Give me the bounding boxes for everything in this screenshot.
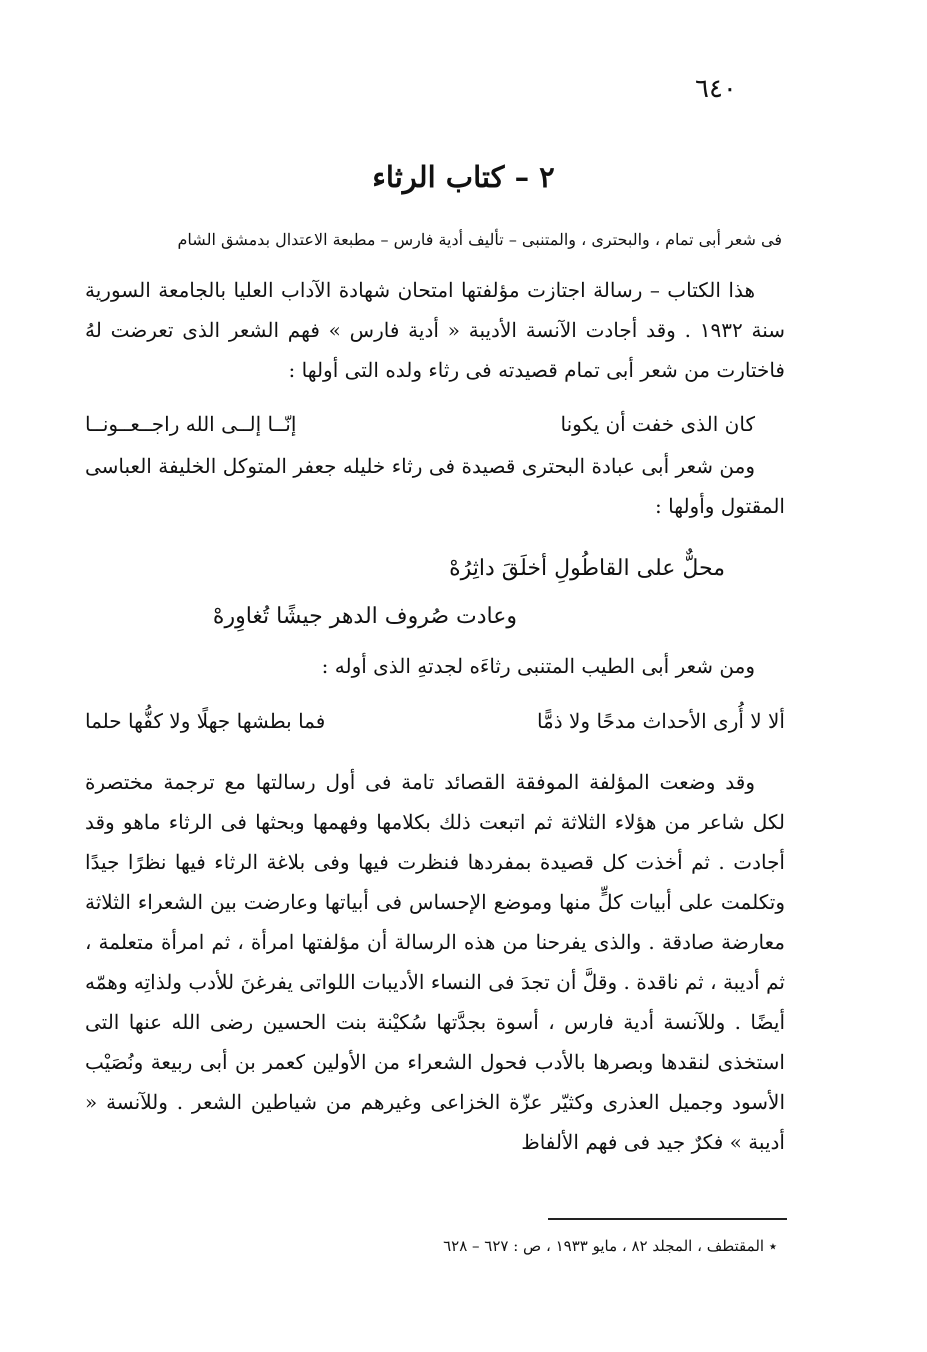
verse-3: [85, 701, 785, 741]
verse-2: [85, 545, 785, 641]
verse-2-second-hemistich: وعادت صُروف الدهر جيشًا تُغاوِرهْ: [212, 604, 517, 629]
verse-1-first-hemistich: كان الذى خفت أن يكونا: [560, 412, 755, 436]
verse-3-second-hemistich: فما بطشها جهلًا ولا كفُّها حلما: [85, 709, 326, 733]
footnote-rule: [548, 1218, 787, 1220]
verse-1: [85, 404, 785, 444]
main-paragraph: وقد وضعت المؤلفة الموفقة القصائد تامة فى أول رسالتها مع ترجمة مختصرة لكل شاعر من هؤلاء الثلاثة ثم اتبعت ذلك بكلامها وفهمها وبحثها فى الرثاء ماهو وقد أجادت . ثم أخذت كل قصيدة بمفردها فنظرت فيها وفى بلاغة الرثاء فيها نظرًا جيدًا وتكلمت على أبيات كلٍّ منها وموضع الإحساس فى أبياتها وعارضت بين الشعراء الثلاثة معارضة صادقة . والذى يفرحنا من هذه الرسالة أن مؤلفتها امرأة ، ثم امرأة متعلمة ، ثم أديبة ، ثم ناقدة . وقلَّ أن تجدَ فى النساء الأديبات اللواتى يفرغنَ للأدب ولذاتِه وهمّه أيضًا . وللآنسة أدية فارس ، أسوة بجدَّتها سُكيْنة بنت الحسين رضى الله عنها التى استخذى لنقدها وبصرها بالأدب فحول الشعراء من الأولين كعمر بن أبى ربيعة ونُصَيْب الأسود وجميل العذرى وكثيّر عزّة الخزاعى وغيرهم من شياطين الشعر . وللآنسة « أديبة » فكرٌ جيد فى فهم الألفاظ: [85, 770, 785, 1154]
mutanabbi-block: [85, 646, 785, 686]
footnote: ٭ المقتطف ، المجلد ٨٢ ، مايو ١٩٣٣ ، ص : ٦٢٧ – ٦٢٨: [443, 1237, 777, 1255]
verse-3-first-hemistich: ألا لا أُرى الأحداث مدحًا ولا ذمًّا: [536, 709, 785, 733]
verse-2-first-hemistich: محلٌّ على القاطُولِ أخلَقَ داثِرُهْ: [449, 556, 725, 581]
bohtori-paragraph: ومن شعر أبى عبادة البحترى قصيدة فى رثاء خليله جعفر المتوكل الخليفة العباسى المقتول وأولها :: [85, 454, 785, 518]
verse-1-second-hemistich: إنّــا إلــى الله راجــعــونــا: [85, 412, 297, 436]
section-title: ٢ – كتاب الرثاء: [372, 160, 555, 194]
bohtori-block: [85, 446, 785, 526]
intro-paragraph: هذا الكتاب – رسالة اجتازت مؤلفتها امتحان شهادة الآداب العليا بالجامعة السورية سنة ١٩٣٢ . وقد أجادت الآنسة الأديبة « أدية فارس » فهم الشعر الذى تعرضت لهُ فاختارت من شعر أبى تمام قصيدته فى رثاء ولده التى أولها :: [85, 278, 785, 382]
main-text-block: [85, 762, 785, 1162]
page-number: ٦٤٠: [695, 74, 737, 104]
intro-block: [85, 270, 785, 390]
mutanabbi-paragraph: ومن شعر أبى الطيب المتنبى رثاءَه لجدتهِ الذى أوله :: [321, 654, 755, 678]
book-subtitle: فى شعر أبى تمام ، والبحترى ، والمتنبى – تأليف أدية فارس – مطبعة الاعتدال بدمشق الشام: [177, 230, 782, 249]
